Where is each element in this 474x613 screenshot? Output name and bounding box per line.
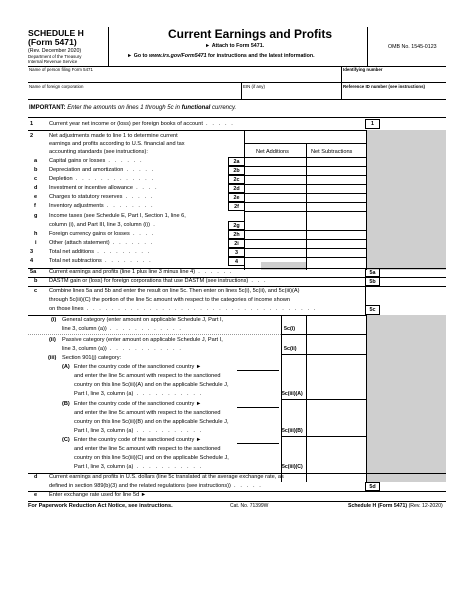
line-5c-label-3: on those lines . . . . . . . . . . . . . . . . . . . . . . . . . . . . . . . . . . . . . [49,306,317,312]
line-5ciiiB-number: (B) [62,401,70,407]
arrow-icon: ► [205,43,212,49]
line-5ciiiC-box: 5c(iii)(C) [282,464,303,470]
line-2f-add[interactable] [245,202,306,211]
line-5a-label: Current earnings and profits (line 1 plus line 3 minus line 4) . . . . . . [49,269,233,275]
line-5e-label: Enter exchange rate used for line 5d ► [49,492,147,498]
line-1-amount[interactable] [381,119,446,129]
line-5ciiiC-label-3: country on this line 5c(iii)(C) and on the applicable Schedule J, [74,455,229,461]
line-5e-exchange-rate[interactable] [160,491,446,500]
line-4-label: Total net subtractions . . . . . . . . [49,258,153,264]
important-note: IMPORTANT: Enter the amounts on lines 1 through 5c in functional currency. [29,105,237,111]
line-5ciiiB-label-2: and enter the line 5c amount with respect to the sanctioned [74,410,221,416]
line-5e-number: e [34,492,38,498]
line-2e-add[interactable] [245,193,306,202]
attach-instruction: ► Attach to Form 5471. [205,43,265,49]
filer-name-field[interactable] [28,66,340,82]
id-number-field[interactable] [342,66,446,82]
line-2e-box: 2e [228,193,245,202]
department: Department of the Treasury [28,54,82,59]
line-2-label-2: earnings and profits according to U.S. financial and tax [49,141,185,147]
line-2e-number: e [34,194,38,200]
line-5b-number: b [34,278,38,284]
line-5ciii-label: Section 901(j) category: [62,355,122,361]
line-5ciiiA-amount[interactable] [307,355,366,399]
line-5ciiiA-label-2: and enter the line 5c amount with respect to the sanctioned [74,373,221,379]
line-2c-box: 2c [228,175,245,184]
line-2a-number: a [34,158,38,164]
line-5ci-amount[interactable] [307,316,366,334]
line-2f-label: Inventory adjustments . . . . . . . . [49,203,155,209]
page-title: Current Earnings and Profits [168,27,333,41]
line-5d-label-1: Current earnings and profits in U.S. dollars (line 5c translated at the average exchange rate, as [49,474,284,480]
line-5cii-box: 5c(ii) [284,346,297,352]
line-5ciiiB-label-1: Enter the country code of the sanctioned country ► [74,401,202,407]
line-5ciiiB-amount[interactable] [307,400,366,436]
line-5b-box: 5b [365,277,380,286]
net-subtractions-header: Net Subtractions [311,149,353,155]
filer-name-label: Name of person filing Form 5471 [29,67,93,72]
line-5cii-label-1: Passive category (enter amount on applicable Schedule J, Part I, [62,337,223,343]
line-3-label: Total net additions . . . . . . . . . [49,249,151,255]
goto-instruction: ► Go to www.irs.gov/Form5471 for instructions and the latest information. [127,53,315,59]
line-2g-box: 2g [228,221,245,230]
line-5c-label-1: Combine lines 5a and 5b and enter the result on line 5c. Then enter on lines 5c(i), 5c(ii), and 5c(iii)(A) [49,288,300,294]
omb-number: OMB No. 1545-0123 [388,44,437,50]
line-5ci-label-1: General category (enter amount on applicable Schedule J, Part I, [62,317,224,323]
footer-form-id: Schedule H (Form 5471) (Rev. 12-2020) [348,503,443,509]
line-2h-sub[interactable] [307,230,366,239]
line-2i-label: Other (attach statement) . . . . . . . [49,240,154,246]
net-additions-header: Net Additions [256,149,289,155]
line-3-box: 3 [228,248,245,257]
line-5ciiiB-box: 5c(iii)(B) [282,428,303,434]
ein-label: EIN (if any) [243,84,265,89]
line-5ciiiC-amount[interactable] [307,437,366,472]
line-2f-sub[interactable] [307,202,366,211]
line-2a-add[interactable] [245,157,306,166]
ref-id-field[interactable] [342,82,446,99]
line-5b-label: DASTM gain or (loss) for foreign corporations that use DASTM (see instructions) . . . [49,278,268,284]
agency: Internal Revenue Service [28,59,78,64]
line-2b-box: 2b [228,166,245,175]
line-5ciiiB-label-4: Part I, line 3, column (a) . . . . . . . . . . . [74,428,203,434]
paperwork-notice: For Paperwork Reduction Act Notice, see instructions. [28,503,173,509]
line-2a-box: 2a [228,157,245,166]
line-5c-amount[interactable] [381,305,446,315]
line-2g-label-2: column (i), and Part III, line 3, column (i)) . [49,222,157,228]
line-5d-box: 5d [365,482,380,491]
line-2h-box: 2h [228,230,245,239]
line-5ciiiA-box: 5c(iii)(A) [282,391,303,397]
line-5ci-label-2: line 3, column (a)) . . . . . . . . . . . . [62,326,183,332]
line-2c-sub[interactable] [307,175,366,184]
line-5cii-amount[interactable] [307,335,366,354]
line-5d-amount[interactable] [381,482,446,491]
line-2e-sub[interactable] [307,193,366,202]
line-2h-label: Foreign currency gains or losses . . . . [49,231,156,237]
catalog-number: Cat. No. 71399W [230,503,269,509]
line-5ciii-number: (iii) [48,355,57,361]
line-2f-box: 2f [228,202,245,211]
line-5ciiiC-label-2: and enter the line 5c amount with respect to the sanctioned [74,446,221,452]
line-2g-sub[interactable] [307,211,366,230]
line-5cii-label-2: line 3, column (a)) . . . . . . . . . . . . [62,346,183,352]
line-2-label-1: Net adjustments made to line 1 to determine current [49,133,178,139]
irs-link[interactable]: www.irs.gov/Form5471 [149,53,207,59]
line-5d-label-2: defined in section 989(b)(3) and the related regulations (see instructions)) . . . . . [49,483,263,489]
line-5ciiiC-label-4: Part I, line 3, column (a) . . . . . . . . . . . [74,464,203,470]
line-5c-box: 5c [365,305,380,315]
line-2i-box: 2i [228,239,245,248]
line-2b-label: Depreciation and amortization . . . . . [49,167,155,173]
line-2d-add[interactable] [245,184,306,193]
line-2a-label: Capital gains or losses . . . . . . [49,158,144,164]
ein-field[interactable] [242,82,340,99]
line-2c-label: Depletion . . . . . . . . . . . . . [49,176,155,182]
line-2d-label: Investment or incentive allowance . . . . [49,185,159,191]
line-2-number: 2 [30,133,34,139]
line-2g-number: g [34,213,38,219]
line-2c-add[interactable] [245,175,306,184]
line-5c-label-2: through 5c(iii)(C) the portion of the line 5c amount with respect to the categories of income shown [49,297,290,303]
schedule-title: SCHEDULE H [28,28,84,38]
line-1-label: Current year net income or (loss) per foreign books of account . . . . . [49,121,235,127]
foreign-corp-field[interactable] [28,82,240,99]
line-2g-label-1: Income taxes (see Schedule E, Part I, Section 1, line 6, [49,213,186,219]
line-1-box-label: 1 [365,119,380,129]
arrow-icon: ► [127,53,134,59]
id-number-label: Identifying number [343,67,383,72]
line-4-box: 4 [228,257,245,266]
line-3-amount[interactable] [245,248,306,257]
line-5ciiiA-country-code[interactable] [237,370,279,371]
line-5ci-box: 5c(i) [284,326,296,332]
arrow-icon: ► [140,492,147,498]
line-5ciiiB-label-3: country on this line 5c(iii)(B) and on the applicable Schedule J, [74,419,229,425]
line-2d-number: d [34,185,38,191]
line-2i-number: i [35,240,37,246]
line-2h-add[interactable] [245,230,306,239]
line-2b-add[interactable] [245,166,306,175]
line-5b-amount[interactable] [381,277,446,286]
arrow-icon: ► [195,364,202,370]
line-2b-number: b [34,167,38,173]
line-5a-number: 5a [30,269,37,275]
line-1-number: 1 [30,121,34,127]
line-4-amount[interactable] [307,257,366,266]
line-5ciiiA-label-1: Enter the country code of the sanctioned country ► [74,364,202,370]
shaded-area [367,315,446,482]
line-5cii-number: (ii) [49,337,56,343]
line-2h-number: h [34,231,38,237]
line-5ciiiA-number: (A) [62,364,70,370]
arrow-icon: ► [195,401,202,407]
line-2i-add[interactable] [245,239,306,248]
line-2d-box: 2d [228,184,245,193]
line-2i-sub[interactable] [307,239,366,248]
line-4-number: 4 [30,258,34,264]
line-2c-number: c [34,176,38,182]
line-2g-add[interactable] [245,211,306,230]
revision-date: (Rev. December 2020) [28,48,82,54]
form-number: (Form 5471) [28,37,77,47]
line-5c-number: c [34,288,38,294]
line-2d-sub[interactable] [307,184,366,193]
line-5ciiiA-label-3: country on this line 5c(iii)(A) and on the applicable Schedule J, [74,382,229,388]
line-5ci-number: (i) [51,317,57,323]
line-5ciiiB-country-code[interactable] [237,407,279,408]
line-2-label-3: accounting standards (see instructions): [49,149,148,155]
line-2e-label: Charges to statutory reserves . . . . . [49,194,154,200]
line-2a-sub[interactable] [307,157,366,166]
line-2b-sub[interactable] [307,166,366,175]
line-5ciiiC-number: (C) [62,437,70,443]
line-3-number: 3 [30,249,34,255]
line-5a-amount[interactable] [381,268,446,277]
line-5a-box: 5a [365,268,380,277]
foreign-corp-label: Name of foreign corporation [29,84,84,89]
line-5ciiiC-country-code[interactable] [237,443,279,444]
arrow-icon: ► [195,437,202,443]
line-5d-number: d [34,474,38,480]
line-2f-number: f [34,203,36,209]
line-5ciiiA-label-4: Part I, line 3, column (a) . . . . . . . . . . . [74,391,203,397]
line-5ciiiC-label-1: Enter the country code of the sanctioned country ► [74,437,202,443]
shaded-area [367,130,446,270]
ref-id-label: Reference ID number (see instructions) [343,84,425,89]
